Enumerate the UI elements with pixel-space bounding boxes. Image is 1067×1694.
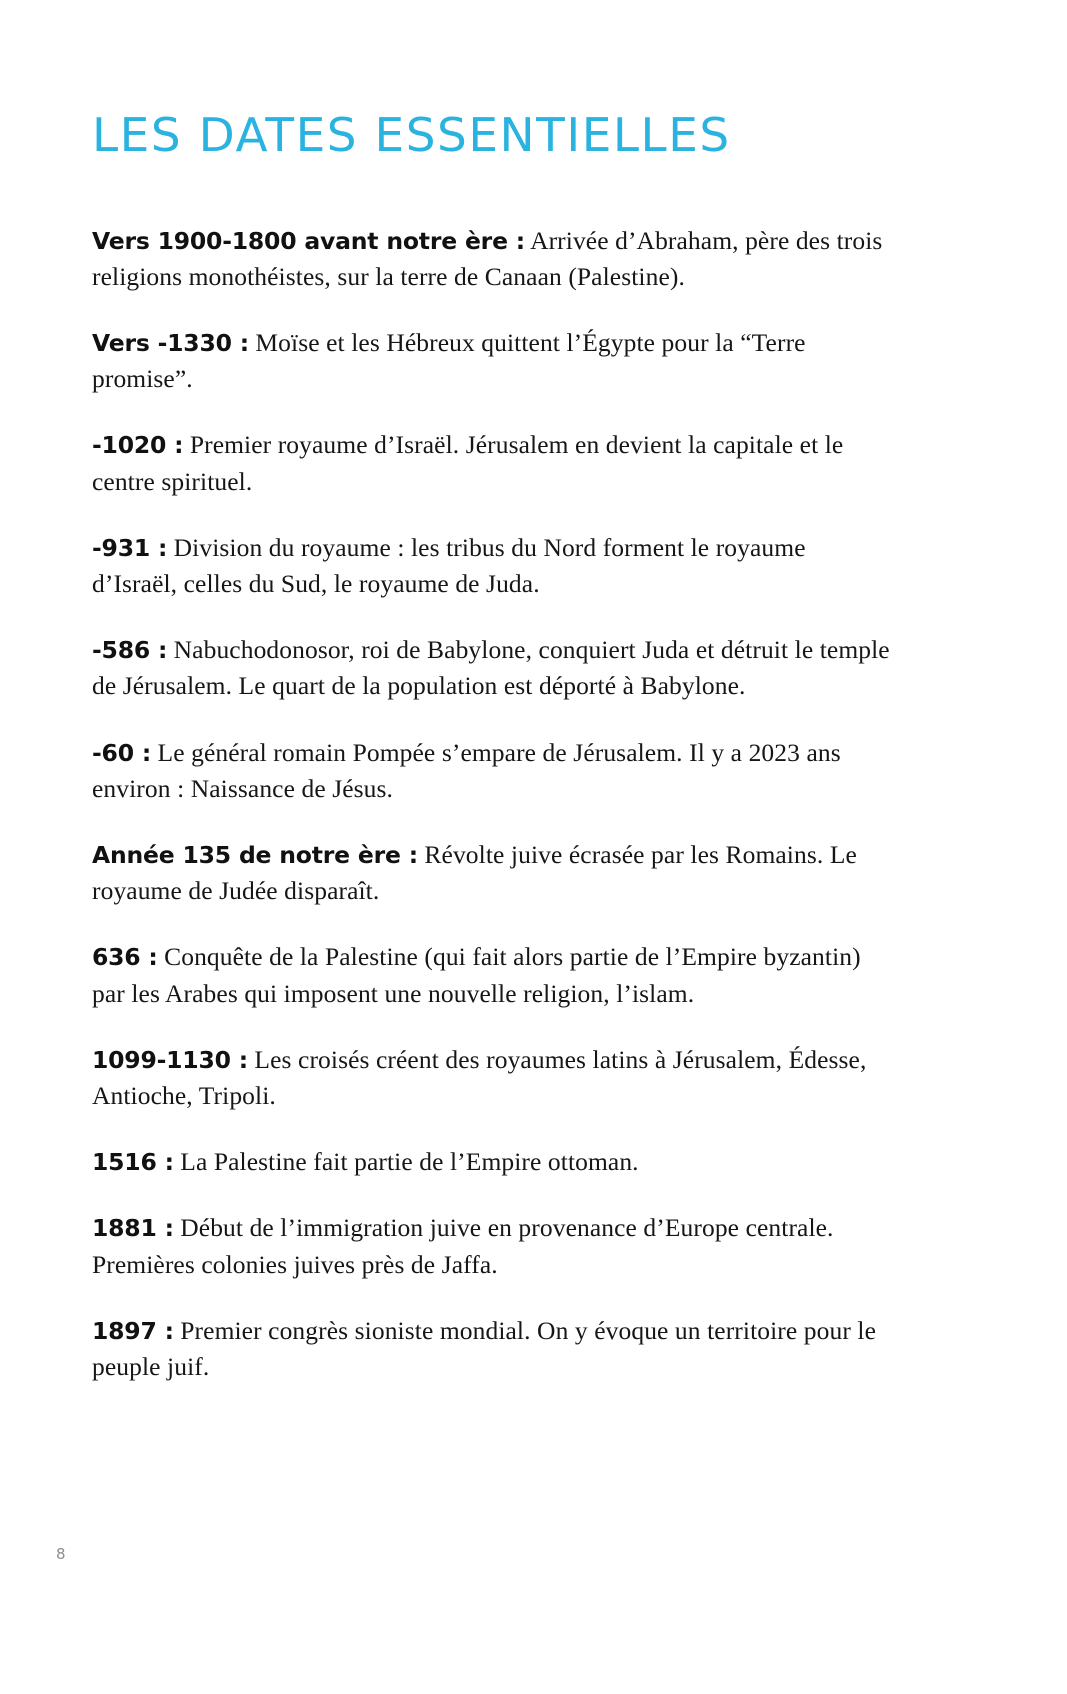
- entry-text: La Palestine fait partie de l’Empire ottoman.: [173, 1147, 639, 1177]
- entry-date: -1020 :: [92, 431, 184, 460]
- entry-text: Nabuchodonosor, roi de Babylone, conquiert Juda et détruit le temple de Jérusalem. Le quart de la population est déporté à Babylone.: [92, 635, 890, 701]
- page-title: LES DATES ESSENTIELLES: [92, 108, 731, 162]
- timeline-entry: [92, 1313, 892, 1385]
- entry-text: Premier royaume d’Israël. Jérusalem en devient la capitale et le centre spirituel.: [92, 430, 844, 496]
- entry-date: -60 :: [92, 738, 152, 767]
- entry-text: Arrivée d’Abraham, père des trois religions monothéistes, sur la terre de Canaan (Palestine).: [92, 225, 883, 291]
- entry-date: Année 135 de notre ère :: [92, 841, 418, 870]
- entry-text: Début de l’immigration juive en provenance d’Europe centrale. Premières colonies juives près de Jaffa.: [92, 1213, 834, 1279]
- entry-text: Premier congrès sioniste mondial. On y évoque un territoire pour le peuple juif.: [92, 1315, 877, 1382]
- timeline-entry: [92, 427, 892, 499]
- page-content: [92, 110, 892, 1415]
- timeline-entry: [92, 530, 892, 602]
- entry-date: Vers -1330 :: [92, 329, 249, 357]
- entry-date: 636 :: [92, 943, 158, 972]
- entry-date: Vers 1900-1800 avant notre ère :: [92, 226, 525, 255]
- entry-date: 1881 :: [92, 1214, 174, 1243]
- entry-text: Révolte juive écrasée par les Romains. Le royaume de Judée disparaît.: [92, 840, 857, 906]
- timeline-entry: [92, 1210, 892, 1282]
- entry-text: Division du royaume : les tribus du Nord forment le royaume d’Israël, celles du Sud, le royaume de Juda.: [92, 532, 806, 599]
- timeline-entry: [92, 939, 892, 1011]
- entry-date: 1897 :: [92, 1316, 174, 1345]
- entry-text: Les croisés créent des royaumes latins à Jérusalem, Édesse, Antioche, Tripoli.: [92, 1044, 867, 1111]
- timeline-entry: [92, 223, 892, 295]
- timeline-entry: [92, 632, 892, 704]
- page-folio: 8: [56, 1545, 66, 1563]
- timeline-entry: [92, 735, 892, 807]
- timeline-entry: [92, 837, 892, 909]
- entry-text: Moïse et les Hébreux quittent l’Égypte pour la “Terre promise”.: [92, 328, 806, 394]
- timeline-entry: [92, 1042, 892, 1114]
- entry-text: Conquête de la Palestine (qui fait alors partie de l’Empire byzantin) par les Arabes qui imposent une nouvelle religion, l’islam.: [92, 942, 861, 1008]
- entry-date: 1099-1130 :: [92, 1045, 248, 1074]
- entry-date: -586 :: [92, 636, 168, 665]
- entry-date: -931 :: [92, 533, 168, 562]
- timeline-entry: [92, 325, 892, 397]
- entry-text: Le général romain Pompée s’empare de Jérusalem. Il y a 2023 ans environ : Naissance de Jésus.: [92, 737, 841, 803]
- entry-date: 1516 :: [92, 1148, 174, 1177]
- timeline-entry: [92, 1144, 892, 1180]
